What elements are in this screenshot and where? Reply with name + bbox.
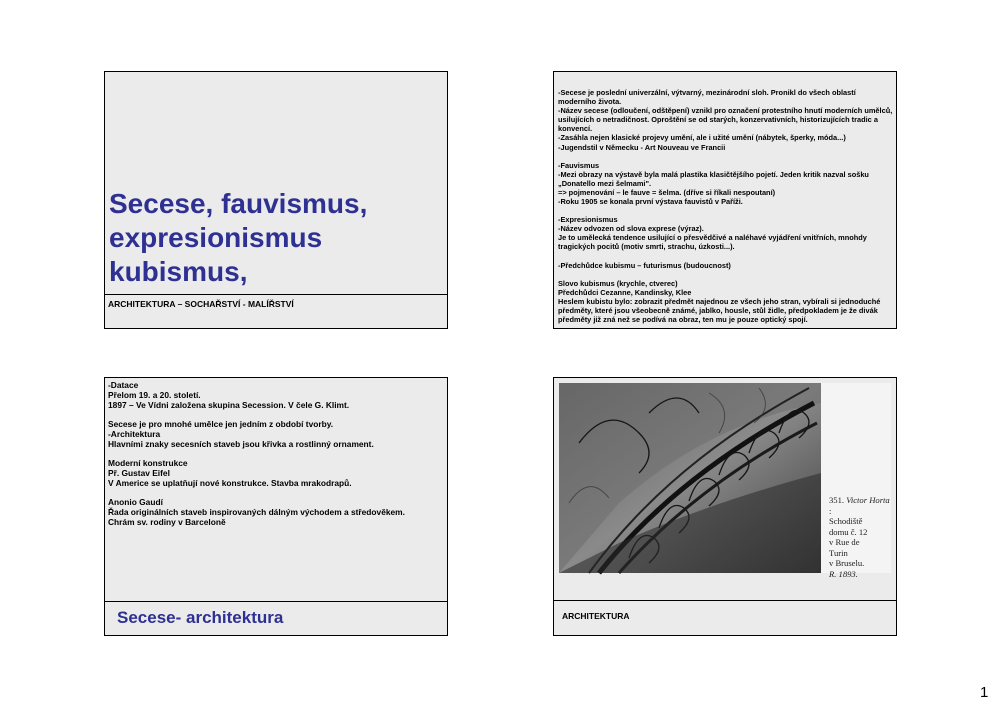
- caption-line: v Rue de: [829, 537, 860, 547]
- slide-photo: [553, 377, 897, 636]
- slide-title: [104, 71, 448, 329]
- text-line: -Jugendstil v Německu - Art Nouveau ve Francii: [558, 142, 726, 152]
- text-line: -Předchůdce kubismu – futurismus (budoucnost): [558, 260, 731, 270]
- block-expresionismus: [558, 215, 894, 251]
- slide-title-subtitle: ARCHITEKTURA – SOCHAŘSTVÍ - MALÍŘSTVÍ: [105, 294, 447, 313]
- text-line: Heslem kubistu bylo: zobrazit předmět najednou ze všech jeho stran, vybírali si jednoduché předměty, které jsou všeobecně známé, jablko, housle, stůl židle, předpokladem je že divák předměty již zná než se podívá na obraz, ten mu je pouze optický spojí.: [558, 296, 881, 324]
- text-line: 1897 – Ve Vídni založena skupina Secession. V čele G. Klimt.: [108, 400, 350, 410]
- block-architektura: [108, 419, 405, 449]
- text-line: Anonio Gaudí: [108, 497, 163, 507]
- text-line: -Expresionismus: [558, 215, 618, 225]
- title-line-2: expresionismus: [109, 222, 323, 253]
- text-line: -Fauvismus: [558, 160, 600, 170]
- block-gaudi: [108, 497, 405, 527]
- staircase-photo: [559, 383, 891, 579]
- text-line: Secese je pro mnohé umělce jen jedním z období tvorby.: [108, 419, 334, 429]
- text-line: Chrám sv. rodiny v Barceloně: [108, 517, 226, 527]
- caption-line: Turin: [829, 547, 848, 558]
- text-line: -Datace: [108, 380, 139, 390]
- text-line: Přelom 19. a 20. století.: [108, 390, 201, 400]
- caption-line: Schodiště: [829, 516, 863, 526]
- title-line-3: kubismus,: [109, 256, 248, 287]
- slide-architecture-footer: [105, 601, 447, 635]
- text-line: Předchůdci Cezanne, Kandinsky, Klee: [558, 287, 692, 297]
- slide-photo-footer: ARCHITEKTURA: [554, 600, 896, 631]
- text-line: Slovo kubismus (krychle, ctverec): [558, 278, 678, 288]
- text-line: -Název secese (odloučení, odštěpení) vznikl pro označení protestního hnutí moderních umělců, usilujících o netradičnost. Oproštění se od starých, konzervativních, historizujících tradic a konvencí.: [558, 106, 893, 134]
- caption-line: domu č. 12: [829, 526, 868, 537]
- page-number: 1: [980, 684, 989, 701]
- text-line: Moderní konstrukce: [108, 458, 188, 468]
- text-line: -Název odvozen od slova exprese (výraz).: [558, 224, 704, 234]
- slide-architecture-title: Secese- architektura: [117, 608, 284, 627]
- text-line: V Americe se uplatňují nové konstrukce. Stavba mrakodrapů.: [108, 478, 352, 488]
- text-line: -Mezi obrazy na výstavě byla malá plastika klasičtějšího pojetí. Jeden kritik nazval sošku „Donatello mezi šelmami".: [558, 169, 869, 188]
- slide-overview: [553, 71, 897, 329]
- photo-caption: [829, 495, 891, 579]
- block-secese: [558, 88, 894, 152]
- caption-number: 351.: [829, 495, 845, 505]
- slide-title-heading: [109, 187, 444, 289]
- block-futurismus: [558, 261, 894, 270]
- text-line: Je to umělecká tendence usilující o přesvědčivé a naléhavé vyjádření vnitřních, mnohdy tragických pocitů (motiv smrti, strachu, úzkosti...).: [558, 233, 867, 252]
- caption-author: Victor Horta: [846, 495, 890, 505]
- caption-line: v Bruselu.: [829, 558, 865, 568]
- text-line: Řada originálních staveb inspirovaných dálným východem a středověkem.: [108, 507, 405, 517]
- architecture-text: [108, 380, 405, 536]
- text-line: -Zasáhla nejen klasické projevy umění, ale i užité umění (nábytek, šperky, móda...): [558, 133, 846, 143]
- text-line: Hlavními znaky secesních staveb jsou křivka a rostlinný ornament.: [108, 439, 374, 449]
- overview-text: [558, 88, 894, 333]
- block-konstrukce: [108, 458, 405, 488]
- caption-heading: 351. Victor Horta :: [829, 495, 890, 516]
- block-fauvismus: [558, 161, 894, 206]
- text-line: -Architektura: [108, 429, 161, 439]
- block-kubismus: [558, 279, 894, 324]
- text-line: -Roku 1905 se konala první výstava fauvistů v Paříži.: [558, 197, 743, 207]
- block-datace: [108, 380, 405, 410]
- title-line-1: Secese, fauvismus,: [109, 188, 368, 219]
- caption-year: R. 1893.: [829, 568, 858, 579]
- text-line: -Secese je poslední univerzální, výtvarný, mezinárodní sloh. Pronikl do všech oblastí moderního života.: [558, 88, 856, 107]
- text-line: => pojmenování – le fauve = šelma. (dříve si říkali nespoutaní): [558, 187, 776, 197]
- text-line: Př. Gustav Eifel: [108, 468, 170, 478]
- slide-architecture-notes: [104, 377, 448, 636]
